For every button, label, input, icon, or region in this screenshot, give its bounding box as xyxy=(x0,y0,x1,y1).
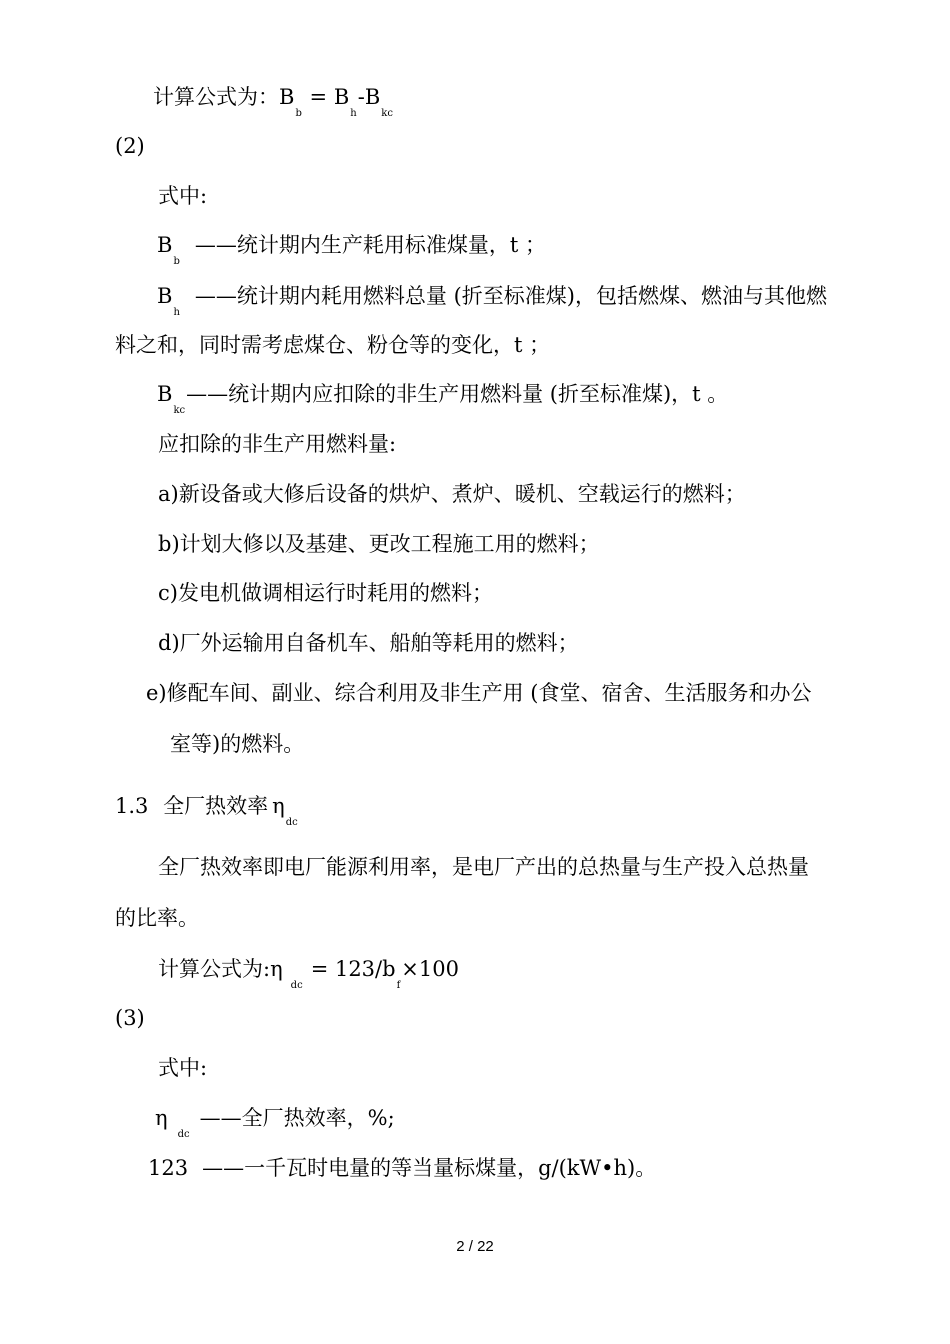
formula-tail: ×100 xyxy=(401,957,459,981)
section-number: 1.3 xyxy=(115,794,149,818)
section-symbol: η xyxy=(272,794,285,818)
deduct-item-a: a)新设备或大修后设备的烘炉、煮炉、暖机、空载运行的燃料； xyxy=(158,482,746,506)
minus-sign: - xyxy=(357,85,365,109)
definition-bh-continued: 料之和，同时需考虑煤仓、粉仓等的变化，t ； xyxy=(115,333,551,357)
def-text: ——统计期内耗用燃料总量 (折至标准煤)，包括燃煤、燃油与其他燃 xyxy=(194,284,827,308)
page-number: 2 / 22 xyxy=(456,1238,494,1255)
def-subscript: b xyxy=(173,256,180,267)
def-symbol: η xyxy=(155,1106,168,1130)
subscript: h xyxy=(350,108,357,119)
deduct-item-d: d)厂外运输用自备机车、船舶等耗用的燃料； xyxy=(158,631,579,655)
deduct-title: 应扣除的非生产用燃料量: xyxy=(158,432,397,456)
deduct-item-c: c)发电机做调相运行时耗用的燃料； xyxy=(158,581,493,605)
formula-label: 计算公式为: xyxy=(158,957,271,981)
subscript: f xyxy=(396,980,401,991)
symbol-b: B xyxy=(279,85,295,109)
section-description-continued: 的比率。 xyxy=(115,906,199,930)
formula-label: 计算公式为： xyxy=(153,85,279,109)
definition-eta-dc xyxy=(155,1105,395,1140)
section-heading xyxy=(115,793,299,828)
def-symbol: B xyxy=(157,382,173,406)
def-symbol: B xyxy=(157,284,173,308)
definition-bb xyxy=(157,232,546,267)
subscript: b xyxy=(295,108,302,119)
subscript: dc xyxy=(290,980,303,991)
deduct-item-e: e)修配车间、副业、综合利用及非生产用 (食堂、宿舍、生活服务和办公 xyxy=(146,681,812,705)
definition-bh xyxy=(157,283,827,318)
def-subscript: dc xyxy=(177,1129,190,1140)
equals-sign: = xyxy=(309,85,328,109)
section-subscript: dc xyxy=(285,817,298,828)
symbol-bkc: B xyxy=(364,85,381,109)
formula-3 xyxy=(158,956,459,991)
formula-2 xyxy=(153,84,394,119)
symbol-eta: η xyxy=(270,957,283,981)
def-subscript: h xyxy=(173,307,180,318)
def-text: ——全厂热效率，%; xyxy=(199,1106,395,1130)
def-text: ——统计期内生产耗用标准煤量，t ； xyxy=(194,233,546,257)
deduct-item-e-continued: 室等)的燃料。 xyxy=(170,732,305,756)
where-label: 式中: xyxy=(158,184,208,208)
section-description: 全厂热效率即电厂能源利用率，是电厂产出的总热量与生产投入总热量 xyxy=(158,855,809,879)
definition-bkc xyxy=(157,381,729,416)
def-symbol: 123 xyxy=(148,1156,189,1180)
subscript: kc xyxy=(381,108,393,119)
def-text: ——一千瓦时电量的等当量标煤量，g/(kW•h)。 xyxy=(202,1156,657,1180)
def-subscript: kc xyxy=(173,405,186,416)
where-label: 式中: xyxy=(158,1056,208,1080)
equation-number-2: (2) xyxy=(115,134,145,158)
def-symbol: B xyxy=(157,233,173,257)
deduct-item-b: b)计划大修以及基建、更改工程施工用的燃料； xyxy=(158,532,600,556)
definition-123 xyxy=(148,1155,656,1181)
formula-expression: = 123/b xyxy=(310,957,396,981)
symbol-bh: B xyxy=(333,85,350,109)
def-text: ——统计期内应扣除的非生产用燃料量 (折至标准煤)，t 。 xyxy=(186,382,729,406)
section-title: 全厂热效率 xyxy=(163,794,269,818)
equation-number-3: (3) xyxy=(115,1006,145,1030)
